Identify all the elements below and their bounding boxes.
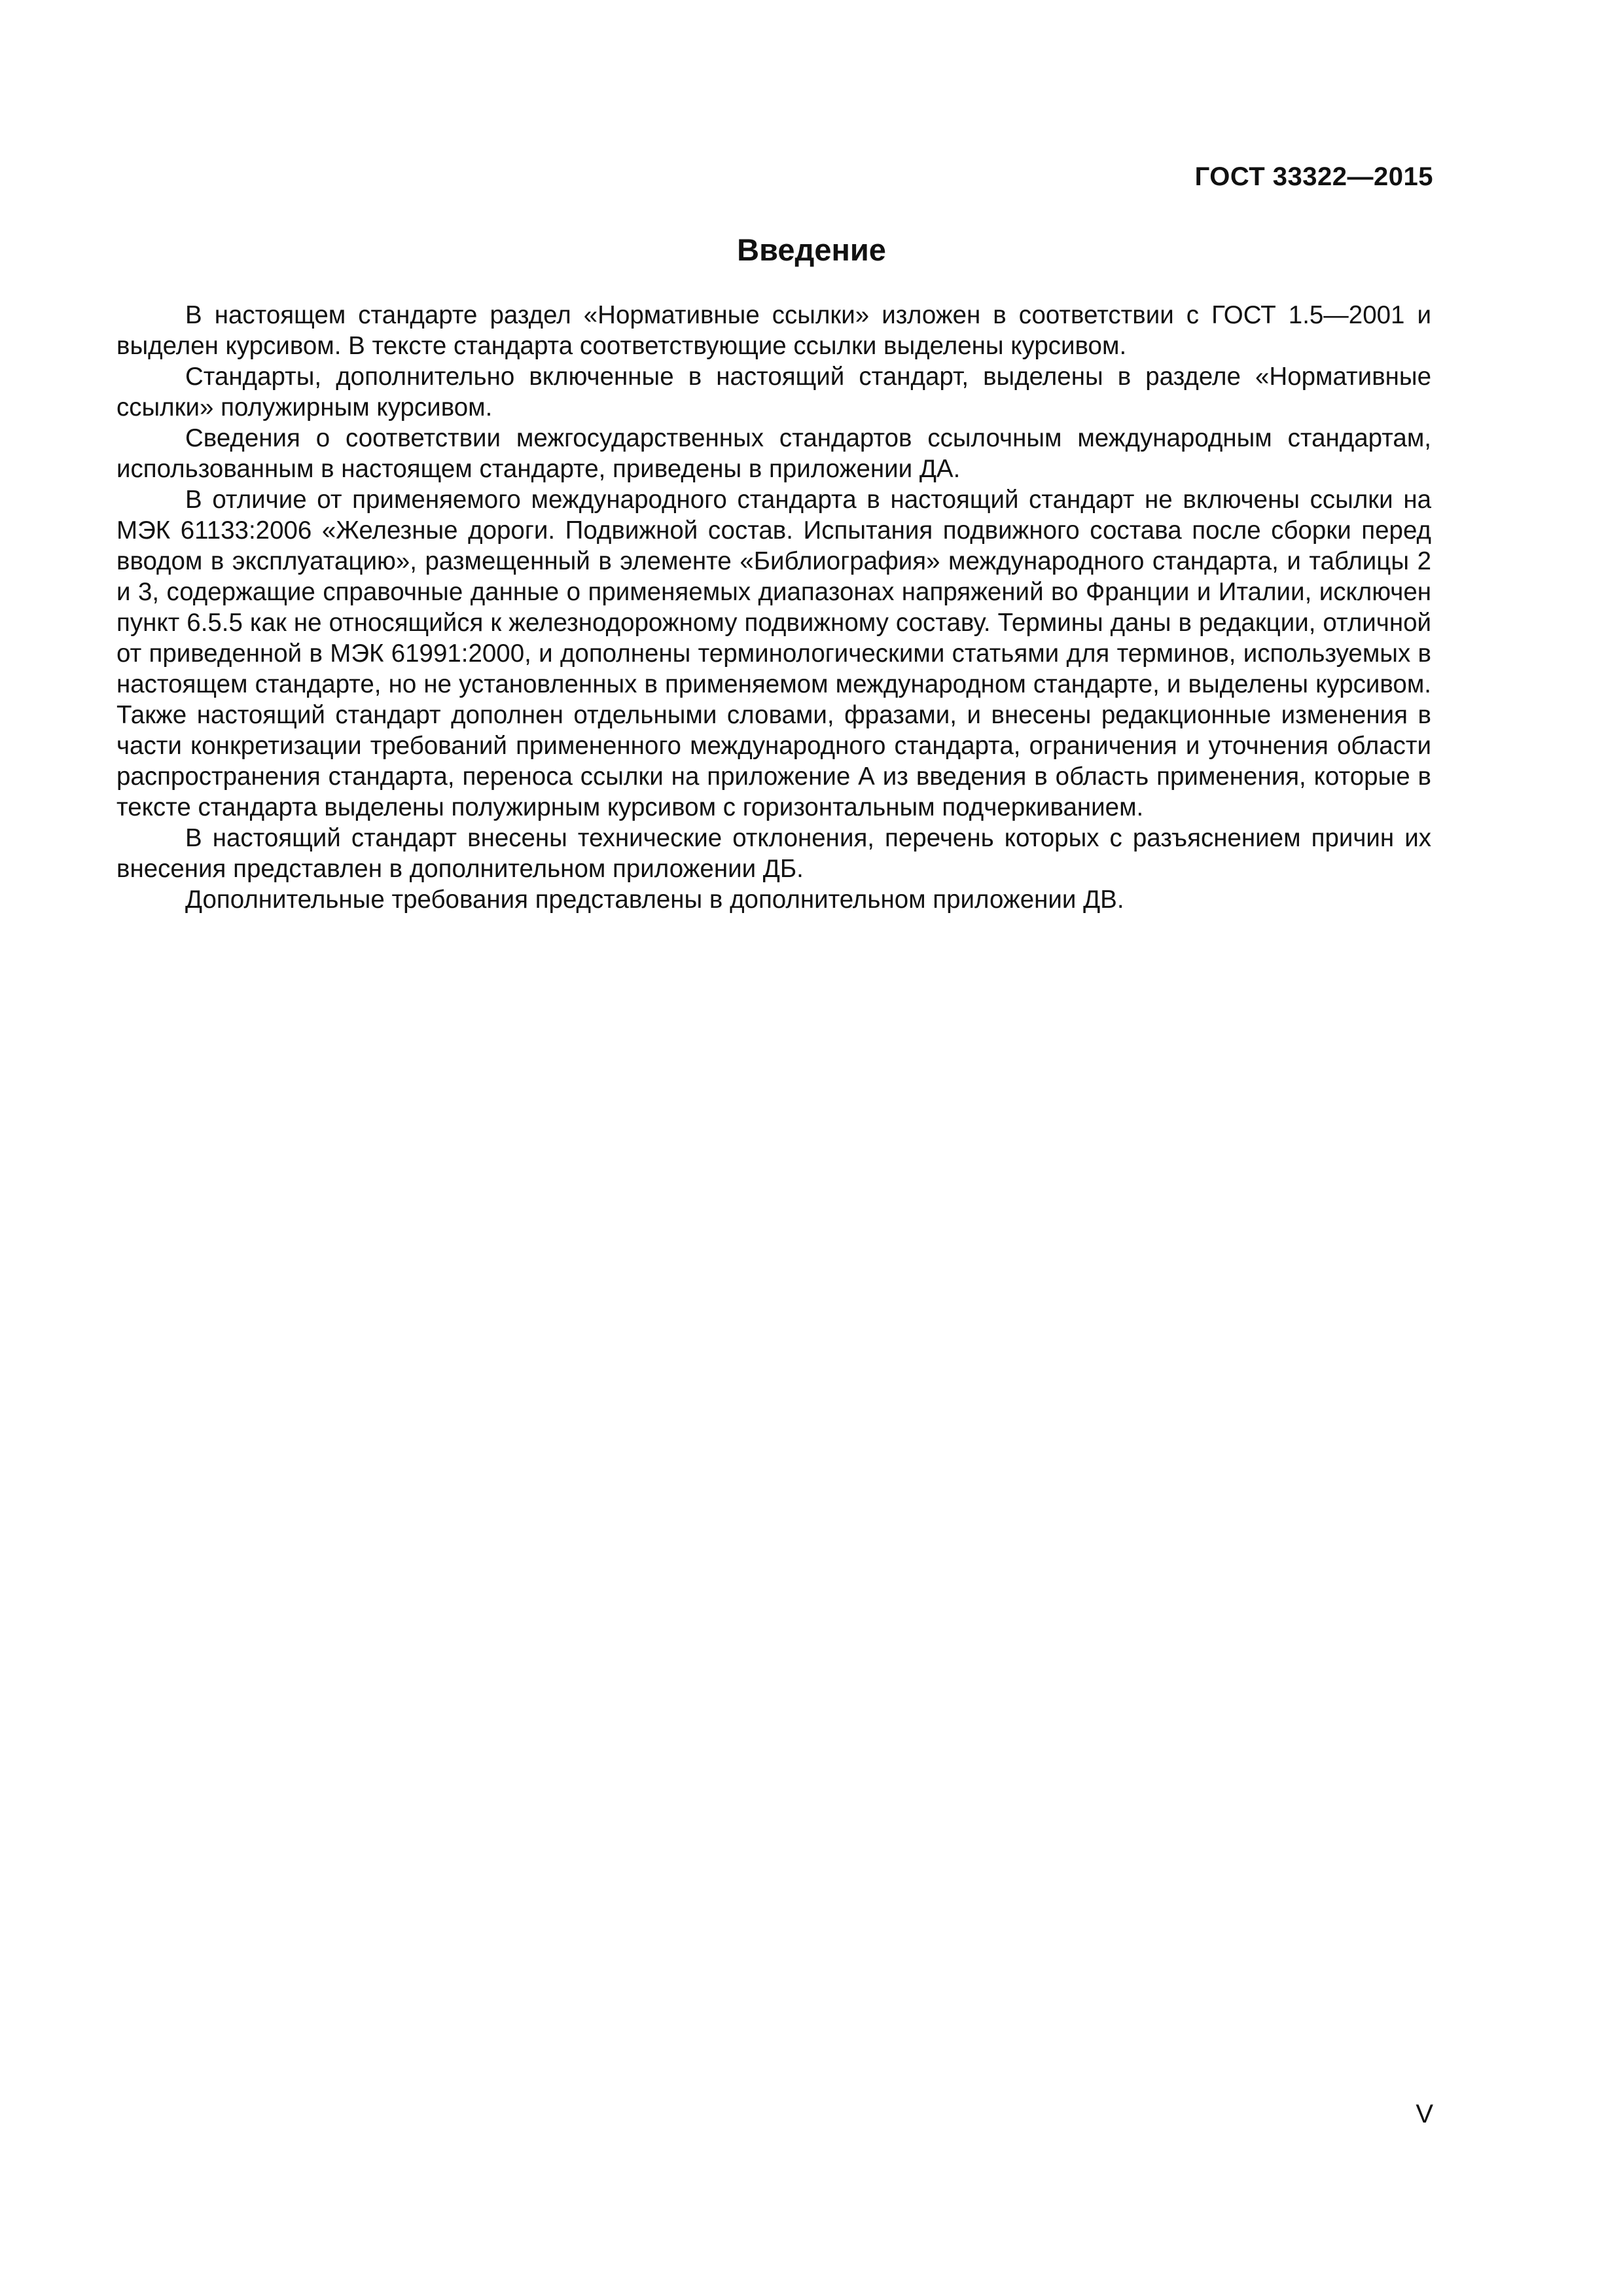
paragraph: В настоящем стандарте раздел «Нормативные ссылки» изложен в соответствии с ГОСТ 1.5—2001 и выделен курсивом. В тексте стандарта соответствующие ссылки выделены курсивом.: [116, 301, 1431, 360]
page-number: V: [1416, 2100, 1433, 2128]
section-body: [116, 300, 1431, 915]
document-code-header: ГОСТ 33322—2015: [1194, 162, 1433, 191]
paragraph: Стандарты, дополнительно включенные в настоящий стандарт, выделены в разделе «Нормативные ссылки» полужирным курсивом.: [116, 363, 1431, 422]
section-title: Введение: [737, 232, 886, 267]
paragraph: В настоящий стандарт внесены технические отклонения, перечень которых с разъяснением причин их внесения представлен в дополнительном приложении ДБ.: [116, 824, 1431, 883]
paragraph: В отличие от применяемого международного стандарта в настоящий стандарт не включены ссылки на МЭК 61133:2006 «Железные дороги. Подвижной состав. Испытания подвижного состава после сборки перед вводом в эксплуатацию», размещенный в элементе «Библиография» международного стандарта, и таблицы 2 и 3, содержащие справочные данные о применяемых диапазонах напряжений во Франции и Италии, исключен пункт 6.5.5 как не относящийся к железнодорожному подвижному составу. Термины даны в редакции, отличной от приведенной в МЭК 61991:2000, и дополнены терминологическими статьями для терминов, используемых в настоящем стандарте, но не установленных в применяемом международном стандарте, и выделены курсивом. Также настоящий стандарт дополнен отдельными словами, фразами, и внесены редакционные изменения в части конкретизации требований примененного международного стандарта, ограничения и уточнения области распространения стандарта, переноса ссылки на приложение А из введения в область применения, которые в тексте стандарта выделены полужирным курсивом с горизонтальным подчеркиванием.: [116, 486, 1431, 821]
paragraph: Сведения о соответствии межгосударственных стандартов ссылочным международным стандартам, использованным в настоящем стандарте, приведены в приложении ДА.: [116, 424, 1431, 483]
paragraph: Дополнительные требования представлены в дополнительном приложении ДВ.: [185, 886, 1124, 914]
